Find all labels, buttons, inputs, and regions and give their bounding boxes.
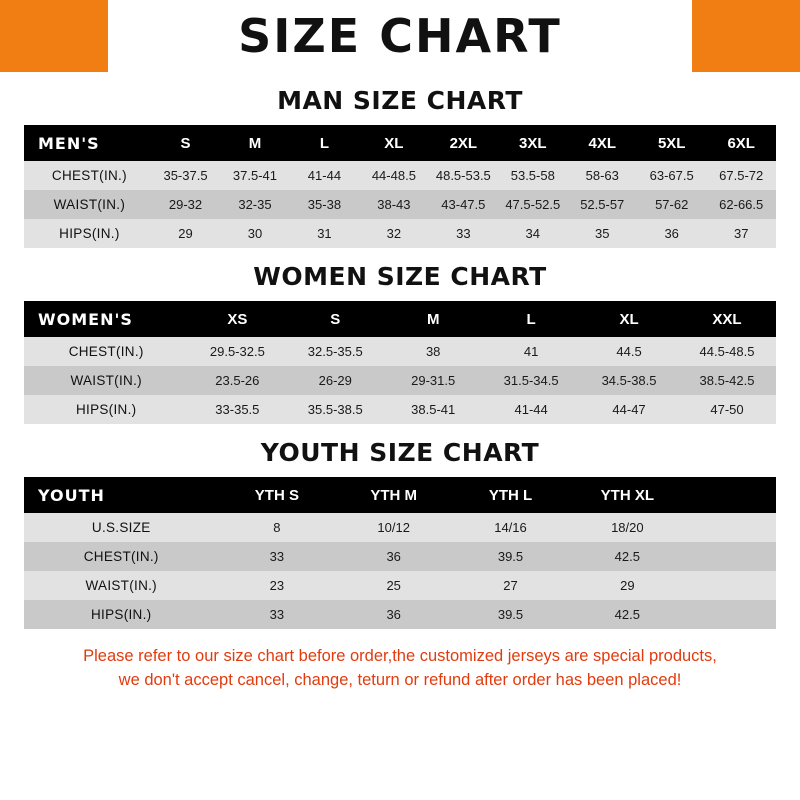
cell: 63-67.5	[637, 161, 706, 190]
table-youth-body	[24, 513, 776, 629]
table-women	[24, 301, 776, 424]
table-man-label-header: MEN'S	[24, 125, 151, 161]
cell: 44-47	[580, 395, 678, 424]
cell: 42.5	[569, 600, 686, 629]
cell: 30	[220, 219, 289, 248]
cell: 27	[452, 571, 569, 600]
cell: 29.5-32.5	[188, 337, 286, 366]
cell: 44.5-48.5	[678, 337, 776, 366]
cell: 25	[335, 571, 452, 600]
table-row	[24, 366, 776, 395]
cell: 32-35	[220, 190, 289, 219]
row-label-us-size: U.S.SIZE	[24, 513, 218, 542]
cell: 36	[335, 600, 452, 629]
cell: 34	[498, 219, 567, 248]
table-women-label-header: WOMEN'S	[24, 301, 188, 337]
footer-note	[24, 645, 776, 693]
col-header-xl: XL	[580, 301, 678, 337]
cell: 10/12	[335, 513, 452, 542]
cell: 39.5	[452, 542, 569, 571]
table-man-body	[24, 161, 776, 248]
cell: 39.5	[452, 600, 569, 629]
cell: 37.5-41	[220, 161, 289, 190]
table-youth-head	[24, 477, 776, 513]
cell: 67.5-72	[706, 161, 776, 190]
chart-content	[0, 86, 800, 693]
col-header-3xl: 3XL	[498, 125, 567, 161]
col-header-6xl: 6XL	[706, 125, 776, 161]
table-row	[24, 571, 776, 600]
cell: 38.5-42.5	[678, 366, 776, 395]
cell: 38-43	[359, 190, 428, 219]
header-band	[0, 0, 800, 72]
table-man	[24, 125, 776, 248]
cell: 29	[151, 219, 220, 248]
cell: 47-50	[678, 395, 776, 424]
footer-note-line-2: we don't accept cancel, change, teturn or refund after order has been placed!	[118, 670, 682, 689]
row-label-chest: CHEST(IN.)	[24, 337, 188, 366]
cell: 42.5	[569, 542, 686, 571]
cell: 44-48.5	[359, 161, 428, 190]
cell: 8	[218, 513, 335, 542]
page-title: SIZE CHART	[238, 9, 562, 63]
col-header-4xl: 4XL	[568, 125, 637, 161]
cell: 35-38	[290, 190, 359, 219]
cell: 26-29	[286, 366, 384, 395]
row-label-chest: CHEST(IN.)	[24, 542, 218, 571]
cell: 41-44	[482, 395, 580, 424]
col-header-l: L	[290, 125, 359, 161]
table-row	[24, 161, 776, 190]
section-youth	[24, 438, 776, 629]
cell: 62-66.5	[706, 190, 776, 219]
section-women	[24, 262, 776, 424]
section-title-man: MAN SIZE CHART	[277, 86, 523, 115]
header-center-panel	[108, 0, 692, 72]
col-header-xxl: XXL	[678, 301, 776, 337]
cell: 36	[637, 219, 706, 248]
row-label-waist: WAIST(IN.)	[24, 190, 151, 219]
cell: 58-63	[568, 161, 637, 190]
cell-spacer	[686, 542, 776, 571]
table-youth	[24, 477, 776, 629]
cell-spacer	[686, 571, 776, 600]
col-header-s: S	[151, 125, 220, 161]
col-header-m: M	[384, 301, 482, 337]
row-label-hips: HIPS(IN.)	[24, 219, 151, 248]
cell: 34.5-38.5	[580, 366, 678, 395]
cell: 32	[359, 219, 428, 248]
cell: 48.5-53.5	[429, 161, 498, 190]
section-title-youth: YOUTH SIZE CHART	[260, 438, 540, 467]
table-women-head	[24, 301, 776, 337]
table-row	[24, 395, 776, 424]
cell: 52.5-57	[568, 190, 637, 219]
col-header-yth-l: YTH L	[452, 477, 569, 513]
cell-spacer	[686, 600, 776, 629]
cell: 33	[218, 600, 335, 629]
row-label-hips: HIPS(IN.)	[24, 600, 218, 629]
col-header-yth-s: YTH S	[218, 477, 335, 513]
table-row	[24, 513, 776, 542]
cell: 33-35.5	[188, 395, 286, 424]
cell: 29-31.5	[384, 366, 482, 395]
cell: 37	[706, 219, 776, 248]
cell: 33	[218, 542, 335, 571]
col-header-xs: XS	[188, 301, 286, 337]
table-man-head	[24, 125, 776, 161]
cell-spacer	[686, 513, 776, 542]
cell: 23.5-26	[188, 366, 286, 395]
cell: 33	[429, 219, 498, 248]
table-youth-label-header: YOUTH	[24, 477, 218, 513]
cell: 35-37.5	[151, 161, 220, 190]
table-header-row	[24, 125, 776, 161]
col-header-l: L	[482, 301, 580, 337]
table-header-row	[24, 301, 776, 337]
cell: 14/16	[452, 513, 569, 542]
cell: 43-47.5	[429, 190, 498, 219]
row-label-waist: WAIST(IN.)	[24, 366, 188, 395]
section-title-women: WOMEN SIZE CHART	[253, 262, 547, 291]
cell: 35	[568, 219, 637, 248]
col-header-spacer	[686, 477, 776, 513]
footer-note-line-1: Please refer to our size chart before order,the customized jerseys are special products,	[83, 647, 717, 665]
cell: 32.5-35.5	[286, 337, 384, 366]
table-row	[24, 542, 776, 571]
col-header-m: M	[220, 125, 289, 161]
cell: 36	[335, 542, 452, 571]
cell: 31.5-34.5	[482, 366, 580, 395]
cell: 29-32	[151, 190, 220, 219]
cell: 31	[290, 219, 359, 248]
row-label-chest: CHEST(IN.)	[24, 161, 151, 190]
col-header-s: S	[286, 301, 384, 337]
cell: 57-62	[637, 190, 706, 219]
col-header-yth-m: YTH M	[335, 477, 452, 513]
table-row	[24, 337, 776, 366]
col-header-5xl: 5XL	[637, 125, 706, 161]
table-header-row	[24, 477, 776, 513]
cell: 41-44	[290, 161, 359, 190]
cell: 29	[569, 571, 686, 600]
cell: 47.5-52.5	[498, 190, 567, 219]
cell: 41	[482, 337, 580, 366]
cell: 35.5-38.5	[286, 395, 384, 424]
cell: 23	[218, 571, 335, 600]
section-man	[24, 86, 776, 248]
cell: 38.5-41	[384, 395, 482, 424]
cell: 38	[384, 337, 482, 366]
table-women-body	[24, 337, 776, 424]
col-header-2xl: 2XL	[429, 125, 498, 161]
cell: 53.5-58	[498, 161, 567, 190]
table-row	[24, 190, 776, 219]
table-row	[24, 600, 776, 629]
table-row	[24, 219, 776, 248]
col-header-xl: XL	[359, 125, 428, 161]
cell: 44.5	[580, 337, 678, 366]
row-label-hips: HIPS(IN.)	[24, 395, 188, 424]
cell: 18/20	[569, 513, 686, 542]
col-header-yth-xl: YTH XL	[569, 477, 686, 513]
row-label-waist: WAIST(IN.)	[24, 571, 218, 600]
